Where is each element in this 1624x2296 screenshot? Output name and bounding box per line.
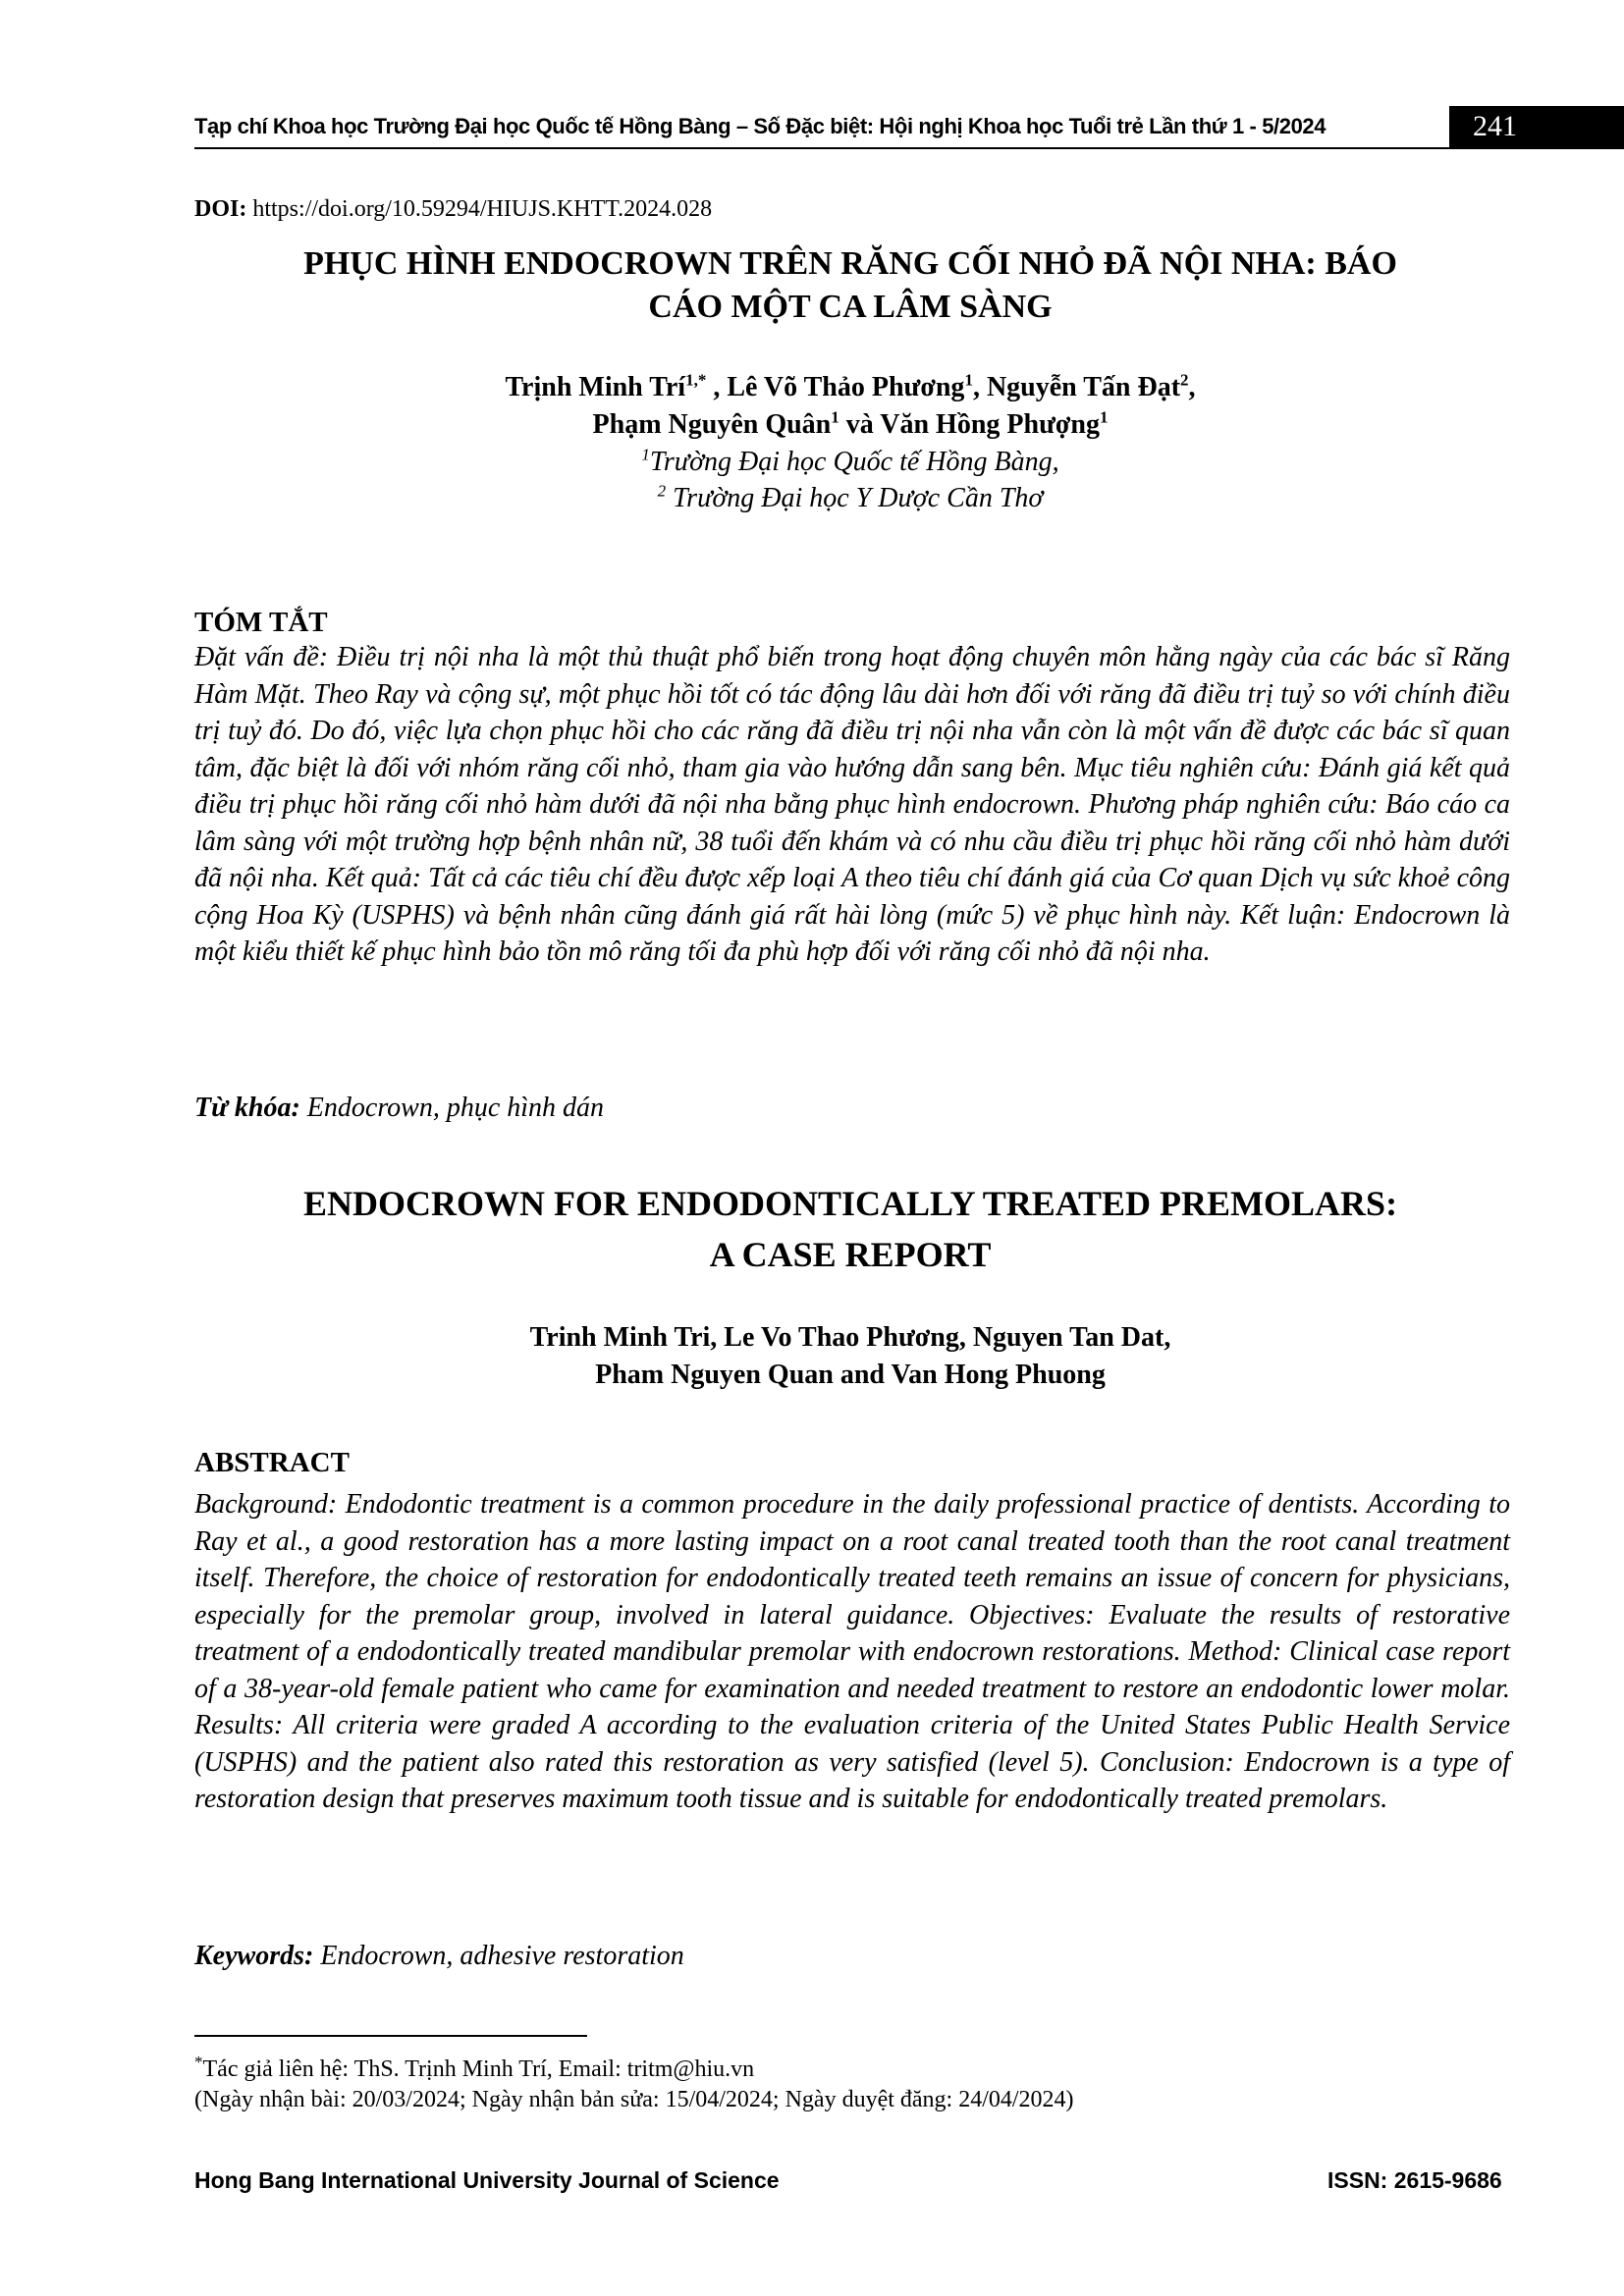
affiliation-2-text: Trường Đại học Y Dược Cần Thơ: [666, 483, 1044, 513]
english-abstract-heading: ABSTRACT: [194, 1447, 350, 1478]
vietnamese-abstract-body: Đặt vấn đề: Điều trị nội nha là một thủ thuật phổ biến trong hoạt động chuyên môn hằng ngày của các bác sĩ Răng Hàm Mặt. Theo Ray và cộng sự, một phục hồi tốt có tác động lâu dài hơn đối với răng đã điều trị tuỷ so với chính điều trị tuỷ đó. Do đó, việc lựa chọn phục hồi cho các răng đã điều trị nội nha vẫn còn là một vấn đề được các bác sĩ quan tâm, đặc biệt là đối với nhóm răng cối nhỏ, tham gia vào hướng dẫn sang bên. Mục tiêu nghiên cứu: Đánh giá kết quả điều trị phục hồi răng cối nhỏ hàm dưới đã nội nha bằng phục hình endocrown. Phương pháp nghiên cứu: Báo cáo ca lâm sàng với một trường hợp bệnh nhân nữ, 38 tuổi đến khám và có nhu cầu điều trị phục hồi răng cối nhỏ hàm dưới đã nội nha. Kết quả: Tất cả các tiêu chí đều được xếp loại A theo tiêu chí đánh giá của Cơ quan Dịch vụ sức khoẻ công cộng Hoa Kỳ (USPHS) và bệnh nhân cũng đánh giá rất hài lòng (mức 5) về phục hình này. Kết luận: Endocrown là một kiểu thiết kế phục hình bảo tồn mô răng tối đa phù hợp đối với răng cối nhỏ đã nội nha.: [194, 642, 1510, 967]
authors-line-2: [194, 406, 1506, 444]
author-2-affil: 1: [964, 370, 973, 390]
author-3: , Nguyễn Tấn Đạt: [972, 372, 1181, 402]
vietnamese-keywords-list: Endocrown, phục hình dán: [299, 1093, 605, 1123]
doi-label: DOI:: [194, 196, 247, 222]
affiliation-1-number: 1: [641, 445, 650, 464]
footer-journal-name: Hong Bang International University Journal of Science: [194, 2167, 780, 2193]
vietnamese-title-line-1: PHỤC HÌNH ENDOCROWN TRÊN RĂNG CỐI NHỎ ĐÃ NỘI NHA: BÁO: [303, 245, 1397, 282]
author-5-affil: 1: [1099, 407, 1109, 427]
english-keywords-list: Endocrown, adhesive restoration: [313, 1941, 684, 1971]
submission-dates-footnote: (Ngày nhận bài: 20/03/2024; Ngày nhận bản sửa: 15/04/2024; Ngày duyệt đăng: 24/04/2024): [194, 2087, 1074, 2112]
english-keywords: [194, 1941, 684, 1972]
footnote-marker: *: [194, 2053, 203, 2071]
running-header: [194, 110, 1502, 149]
affiliation-1-text: Trường Đại học Quốc tế Hồng Bàng,: [649, 447, 1059, 477]
vietnamese-title-line-2: CÁO MỘT CA LÂM SÀNG: [648, 289, 1053, 325]
footer-issn: ISSN: 2615-9686: [1327, 2167, 1502, 2193]
english-title-line-1: ENDOCROWN FOR ENDODONTICALLY TREATED PREMOLARS:: [302, 1184, 1398, 1223]
page-number: 241: [1473, 110, 1517, 142]
author-4-affil: 1: [831, 407, 839, 427]
english-keywords-label: Keywords:: [194, 1941, 314, 1971]
author-3-sep: ,: [1188, 372, 1196, 402]
affiliation-2: [194, 480, 1506, 516]
vietnamese-title: [194, 242, 1506, 329]
authors-line-1: [194, 369, 1506, 406]
english-title-line-2: A CASE REPORT: [709, 1235, 992, 1274]
vietnamese-abstract-heading: TÓM TẮT: [194, 607, 328, 638]
affiliation-2-number: 2: [657, 481, 667, 501]
english-title: [194, 1178, 1506, 1280]
footnote-divider: [194, 2035, 587, 2037]
corresponding-author-text: Tác giả liên hệ: ThS. Trịnh Minh Trí, Email: tritm@hiu.vn: [202, 2056, 755, 2082]
author-1: Trịnh Minh Trí: [505, 372, 686, 402]
english-authors-line-1: Trinh Minh Tri, Le Vo Thao Phương, Nguyen Tan Dat,: [529, 1322, 1171, 1353]
author-4: Phạm Nguyên Quân: [592, 409, 832, 440]
journal-header-line: Tạp chí Khoa học Trường Đại học Quốc tế Hồng Bàng – Số Đặc biệt: Hội nghị Khoa học Tuổi trẻ Lần thứ 1 - 5/2024: [194, 114, 1326, 138]
corresponding-author-footnote: [194, 2053, 755, 2083]
affiliation-1: [194, 444, 1506, 480]
vietnamese-keywords: [194, 1093, 604, 1124]
author-3-affil: 2: [1180, 370, 1189, 390]
author-5: và Văn Hồng Phượng: [839, 409, 1100, 440]
english-authors-line-2: Pham Nguyen Quan and Van Hong Phuong: [595, 1360, 1106, 1390]
doi-line: [194, 196, 712, 223]
author-1-affil: 1,*: [685, 370, 707, 390]
page-number-box: [1449, 106, 1624, 149]
english-abstract-body: Background: Endodontic treatment is a common procedure in the daily professional practice of dentists. According to Ray et al., a good restoration has a more lasting impact on a root canal treated tooth than the root canal treatment itself. Therefore, the choice of restoration for endodontically treated teeth remains an issue of concern for physicians, especially for the premolar group, involved in lateral guidance. Objectives: Evaluate the results of restorative treatment of a endodontically treated mandibular premolar with endocrown restorations. Method: Clinical case report of a 38-year-old female patient who came for examination and needed treatment to restore an endodontic lower molar. Results: All criteria were graded A according to the evaluation criteria of the United States Public Health Service (USPHS) and the patient also rated this restoration as very satisfied (level 5). Conclusion: Endocrown is a type of restoration design that preserves maximum tooth tissue and is suitable for endodontically treated premolars.: [194, 1489, 1510, 1814]
english-authors: [194, 1319, 1506, 1394]
vietnamese-authors: [194, 369, 1506, 444]
doi-link[interactable]: https://doi.org/10.59294/HIUJS.KHTT.2024.028: [246, 196, 713, 222]
affiliations: [194, 444, 1506, 516]
author-2: , Lê Võ Thảo Phương: [706, 372, 965, 402]
vietnamese-keywords-label: Từ khóa:: [194, 1093, 300, 1123]
